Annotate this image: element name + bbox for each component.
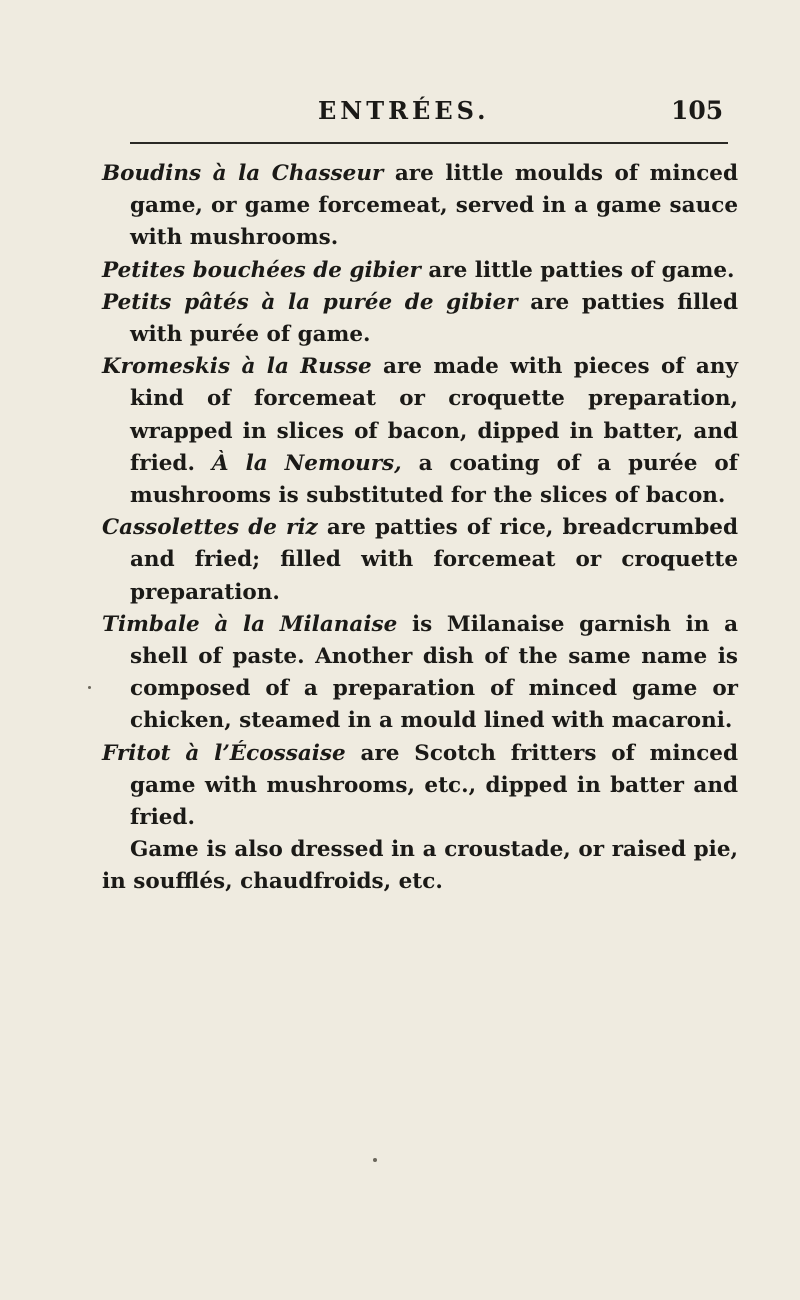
entry-term: Kromeskis à la Russe	[102, 354, 372, 380]
entry-term: Fritot à l’Écossaise	[102, 740, 346, 766]
entry-text: are little patties of game.	[420, 257, 735, 283]
entry-petits-pates	[102, 287, 738, 351]
entry-subterm: À la Nemours,	[211, 450, 402, 476]
entry-text: are patties of rice, breadcrumbed and fried; filled with forcemeat or croquette preparation.	[130, 515, 738, 605]
header-rule	[130, 142, 728, 144]
entry-term: Petites bouchées de gibier	[102, 257, 421, 283]
entry-text: are little moulds of minced game, or game forcemeat, served in a game sauce with mushrooms.	[130, 161, 739, 251]
closing-text: Game is also dressed in a croustade, or raised pie, in soufflés, chaudfroids, etc.	[102, 837, 738, 895]
page-body	[102, 158, 738, 899]
entry-term: Boudins à la Chasseur	[102, 161, 384, 186]
entry-petites-bouchees	[102, 255, 738, 287]
entry-term: Petits pâtés à la purée de gibier	[102, 289, 518, 315]
entry-text: is Milanaise garnish in a shell of paste. Another dish of the same name is composed of a preparation of minced game or chicken, steamed in a mould lined with macaroni.	[130, 611, 738, 734]
entry-term: Timbale à la Milanaise	[102, 611, 398, 637]
entry-term: Cassolettes de riz	[102, 515, 318, 541]
print-speck	[88, 686, 91, 689]
entry-text: are made with pieces of any kind of forcemeat or croquette preparation, wrapped in slices of bacon, dipped in batter, and fried.	[130, 354, 738, 476]
entry-boudins	[102, 158, 738, 255]
entry-timbale	[102, 609, 738, 738]
print-speck	[373, 1158, 377, 1162]
entry-fritot	[102, 738, 738, 835]
entry-subtext: a coating of a purée of mushrooms is substituted for the slices of bacon.	[130, 450, 738, 509]
page-number: 105	[671, 96, 724, 125]
running-head	[0, 96, 800, 136]
running-head-title: ENTRÉES.	[318, 96, 490, 125]
closing-paragraph	[102, 834, 738, 898]
entry-cassolettes	[102, 512, 738, 609]
entry-kromeskis	[102, 351, 738, 512]
entry-text: are Scotch fritters of minced game with mushrooms, etc., dipped in batter and fried.	[130, 740, 739, 831]
entry-text: are patties filled with purée of game.	[130, 289, 738, 348]
